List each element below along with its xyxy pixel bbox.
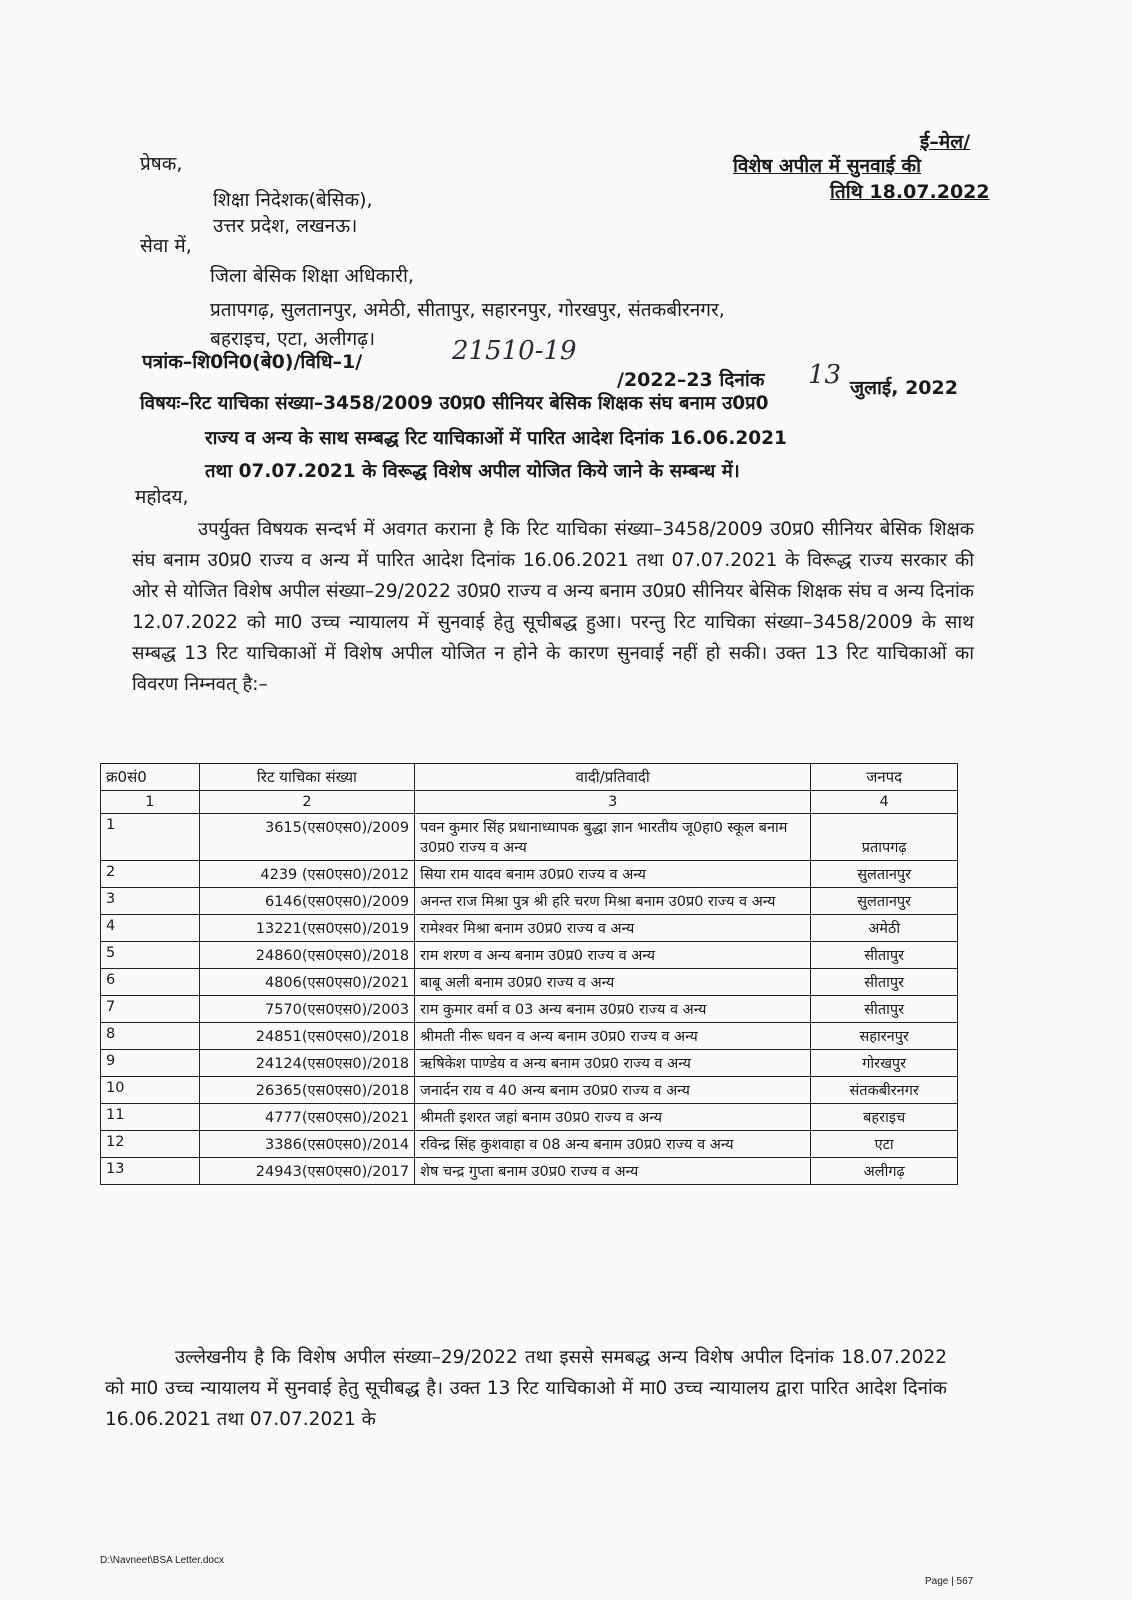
cell-district: गोरखपुर <box>811 1050 958 1077</box>
cell-district: अलीगढ़ <box>811 1158 958 1185</box>
cell-district: सीतापुर <box>811 969 958 996</box>
table-row <box>101 1158 958 1185</box>
cell-writ: 4777(एस0एस0)/2021 <box>199 1104 414 1131</box>
cell-district: संतकबीरनगर <box>811 1077 958 1104</box>
cell-serial: 9 <box>101 1050 200 1077</box>
table-row <box>101 1023 958 1050</box>
handwritten-letter-number: 21510-19 <box>452 336 577 366</box>
table-row <box>101 1050 958 1077</box>
table-row <box>101 996 958 1023</box>
colnum-4: 4 <box>811 791 958 814</box>
cell-writ: 4806(एस0एस0)/2021 <box>199 969 414 996</box>
cell-writ: 24860(एस0एस0)/2018 <box>199 942 414 969</box>
cell-writ: 4239 (एस0एस0)/2012 <box>199 861 414 888</box>
header-parties: वादी/प्रतिवादी <box>415 764 811 791</box>
cell-district: सुलतानपुर <box>811 861 958 888</box>
sender-name: शिक्षा निदेशक(बेसिक), <box>213 189 373 211</box>
hearing-date: तिथि 18.07.2022 <box>830 181 990 203</box>
recipient-districts-2: बहराइच, एटा, अलीगढ़। <box>210 328 376 350</box>
table-colnum-row <box>101 791 958 814</box>
sender-place: उत्तर प्रदेश, लखनऊ। <box>213 215 358 237</box>
cell-party: राम शरण व अन्य बनाम उ0प्र0 राज्य व अन्य <box>415 942 811 969</box>
cell-writ: 24943(एस0एस0)/2017 <box>199 1158 414 1185</box>
cell-district: सुलतानपुर <box>811 888 958 915</box>
letter-month-year: जुलाई, 2022 <box>850 377 958 399</box>
cell-party: रामेश्वर मिश्रा बनाम उ0प्र0 राज्य व अन्य <box>415 915 811 942</box>
subject-line-1: विषयः–रिट याचिका संख्या–3458/2009 उ0प्र0 सीनियर बेसिक शिक्षक संघ बनाम उ0प्र0 <box>140 393 769 414</box>
writ-petitions-table <box>100 763 958 1185</box>
cell-district: प्रतापगढ़ <box>811 814 958 861</box>
table-row <box>101 1131 958 1158</box>
cell-party: पवन कुमार सिंह प्रधानाध्यापक बुद्धा ज्ञान भारतीय जू0हा0 स्कूल बनाम उ0प्र0 राज्य व अन्य <box>415 814 811 861</box>
recipient-name: जिला बेसिक शिक्षा अधिकारी, <box>210 265 414 287</box>
colnum-1: 1 <box>101 791 200 814</box>
cell-writ: 13221(एस0एस0)/2019 <box>199 915 414 942</box>
cell-serial: 2 <box>101 861 200 888</box>
header-district: जनपद <box>811 764 958 791</box>
cell-party: श्रीमती नीरू धवन व अन्य बनाम उ0प्र0 राज्य व अन्य <box>415 1023 811 1050</box>
colnum-3: 3 <box>415 791 811 814</box>
cell-serial: 12 <box>101 1131 200 1158</box>
cell-serial: 8 <box>101 1023 200 1050</box>
cell-party: सिया राम यादव बनाम उ0प्र0 राज्य व अन्य <box>415 861 811 888</box>
sender-label: प्रेषक, <box>140 153 183 175</box>
cell-district: बहराइच <box>811 1104 958 1131</box>
cell-district: एटा <box>811 1131 958 1158</box>
cell-writ: 3615(एस0एस0)/2009 <box>199 814 414 861</box>
cell-writ: 7570(एस0एस0)/2003 <box>199 996 414 1023</box>
header-writ-number: रिट याचिका संख्या <box>199 764 414 791</box>
body-paragraph-1: उपर्युक्त विषयक सन्दर्भ में अवगत कराना है कि रिट याचिका संख्या–3458/2009 उ0प्र0 सीनियर बेसिक शिक्षक संघ बनाम उ0प्र0 राज्य व अन्य में पारित आदेश दिनांक 16.06.2021 तथा 07.07.2021 के विरूद्ध राज्य सरकार की ओर से योजित विशेष अपील संख्या–29/2022 उ0प्र0 राज्य व अन्य बनाम उ0प्र0 सीनियर बेसिक शिक्षक संघ व अन्य दिनांक 12.07.2022 को मा0 उच्च न्यायालय में सुनवाई हेतु सूचीबद्ध हुआ। परन्तु रिट याचिका संख्या–3458/2009 के साथ सम्बद्ध 13 रिट याचिकाओं में विशेष अपील योजित न होने के कारण सुनवाई नहीं हो सकी। उक्त 13 रिट याचिकाओं का विवरण निम्नवत् है:– <box>132 519 974 695</box>
cell-serial: 6 <box>101 969 200 996</box>
subject-line-2: राज्य व अन्य के साथ सम्बद्ध रिट याचिकाओं में पारित आदेश दिनांक 16.06.2021 <box>205 428 787 449</box>
cell-serial: 1 <box>101 814 200 861</box>
table-row <box>101 1104 958 1131</box>
footer-file-path: D:\Navneet\BSA Letter.docx <box>100 1555 224 1566</box>
body-paragraph-2: उल्लेखनीय है कि विशेष अपील संख्या–29/2022 तथा इससे समबद्ध अन्य विशेष अपील दिनांक 18.07.2022 को मा0 उच्च न्यायालय में सुनवाई हेतु सूचीबद्ध है। उक्त 13 रिट याचिकाओ में मा0 उच्च न्यायालय द्वारा पारित आदेश दिनांक 16.06.2021 तथा 07.07.2021 के <box>105 1347 947 1430</box>
cell-serial: 4 <box>101 915 200 942</box>
letter-year-date: /2022–23 दिनांक <box>617 369 765 391</box>
email-label: ई–मेल/ <box>920 131 971 153</box>
colnum-2: 2 <box>199 791 414 814</box>
cell-writ: 24124(एस0एस0)/2018 <box>199 1050 414 1077</box>
cell-serial: 7 <box>101 996 200 1023</box>
cell-serial: 10 <box>101 1077 200 1104</box>
table-row <box>101 915 958 942</box>
cell-writ: 24851(एस0एस0)/2018 <box>199 1023 414 1050</box>
cell-serial: 5 <box>101 942 200 969</box>
table-body <box>101 814 958 1185</box>
table-row <box>101 814 958 861</box>
recipient-label: सेवा में, <box>140 235 192 257</box>
header-serial: क्र0सं0 <box>101 764 200 791</box>
cell-party: अनन्त राज मिश्रा पुत्र श्री हरि चरण मिश्रा बनाम उ0प्र0 राज्य व अन्य <box>415 888 811 915</box>
cell-party: राम कुमार वर्मा व 03 अन्य बनाम उ0प्र0 राज्य व अन्य <box>415 996 811 1023</box>
cell-writ: 6146(एस0एस0)/2009 <box>199 888 414 915</box>
subject-line-3: तथा 07.07.2021 के विरूद्ध विशेष अपील योजित किये जाने के सम्बन्ध में। <box>205 461 740 482</box>
cell-party: जनार्दन राय व 40 अन्य बनाम उ0प्र0 राज्य व अन्य <box>415 1077 811 1104</box>
footer-page-number: Page | 567 <box>925 1576 974 1587</box>
letter-ref-prefix: पत्रांक–शि0नि0(बे0)/विधि–1/ <box>142 351 363 373</box>
table-header-row <box>101 764 958 791</box>
cell-party: ऋषिकेश पाण्डेय व अन्य बनाम उ0प्र0 राज्य व अन्य <box>415 1050 811 1077</box>
cell-serial: 13 <box>101 1158 200 1185</box>
cell-party: रविन्द्र सिंह कुशवाहा व 08 अन्य बनाम उ0प्र0 राज्य व अन्य <box>415 1131 811 1158</box>
hearing-note: विशेष अपील में सुनवाई की <box>733 155 922 177</box>
cell-district: सीतापुर <box>811 996 958 1023</box>
cell-party: श्रीमती इशरत जहां बनाम उ0प्र0 राज्य व अन्य <box>415 1104 811 1131</box>
cell-district: अमेठी <box>811 915 958 942</box>
cell-district: सहारनपुर <box>811 1023 958 1050</box>
table-row <box>101 888 958 915</box>
table-row <box>101 1077 958 1104</box>
cell-party: बाबू अली बनाम उ0प्र0 राज्य व अन्य <box>415 969 811 996</box>
table-row <box>101 969 958 996</box>
table-row <box>101 942 958 969</box>
cell-serial: 11 <box>101 1104 200 1131</box>
cell-serial: 3 <box>101 888 200 915</box>
cell-writ: 3386(एस0एस0)/2014 <box>199 1131 414 1158</box>
cell-writ: 26365(एस0एस0)/2018 <box>199 1077 414 1104</box>
salutation: महोदय, <box>135 486 189 508</box>
handwritten-day: 13 <box>808 360 842 390</box>
table-row <box>101 861 958 888</box>
cell-district: सीतापुर <box>811 942 958 969</box>
cell-party: शेष चन्द्र गुप्ता बनाम उ0प्र0 राज्य व अन्य <box>415 1158 811 1185</box>
recipient-districts-1: प्रतापगढ़, सुलतानपुर, अमेठी, सीतापुर, सहारनपुर, गोरखपुर, संतकबीरनगर, <box>210 299 725 321</box>
